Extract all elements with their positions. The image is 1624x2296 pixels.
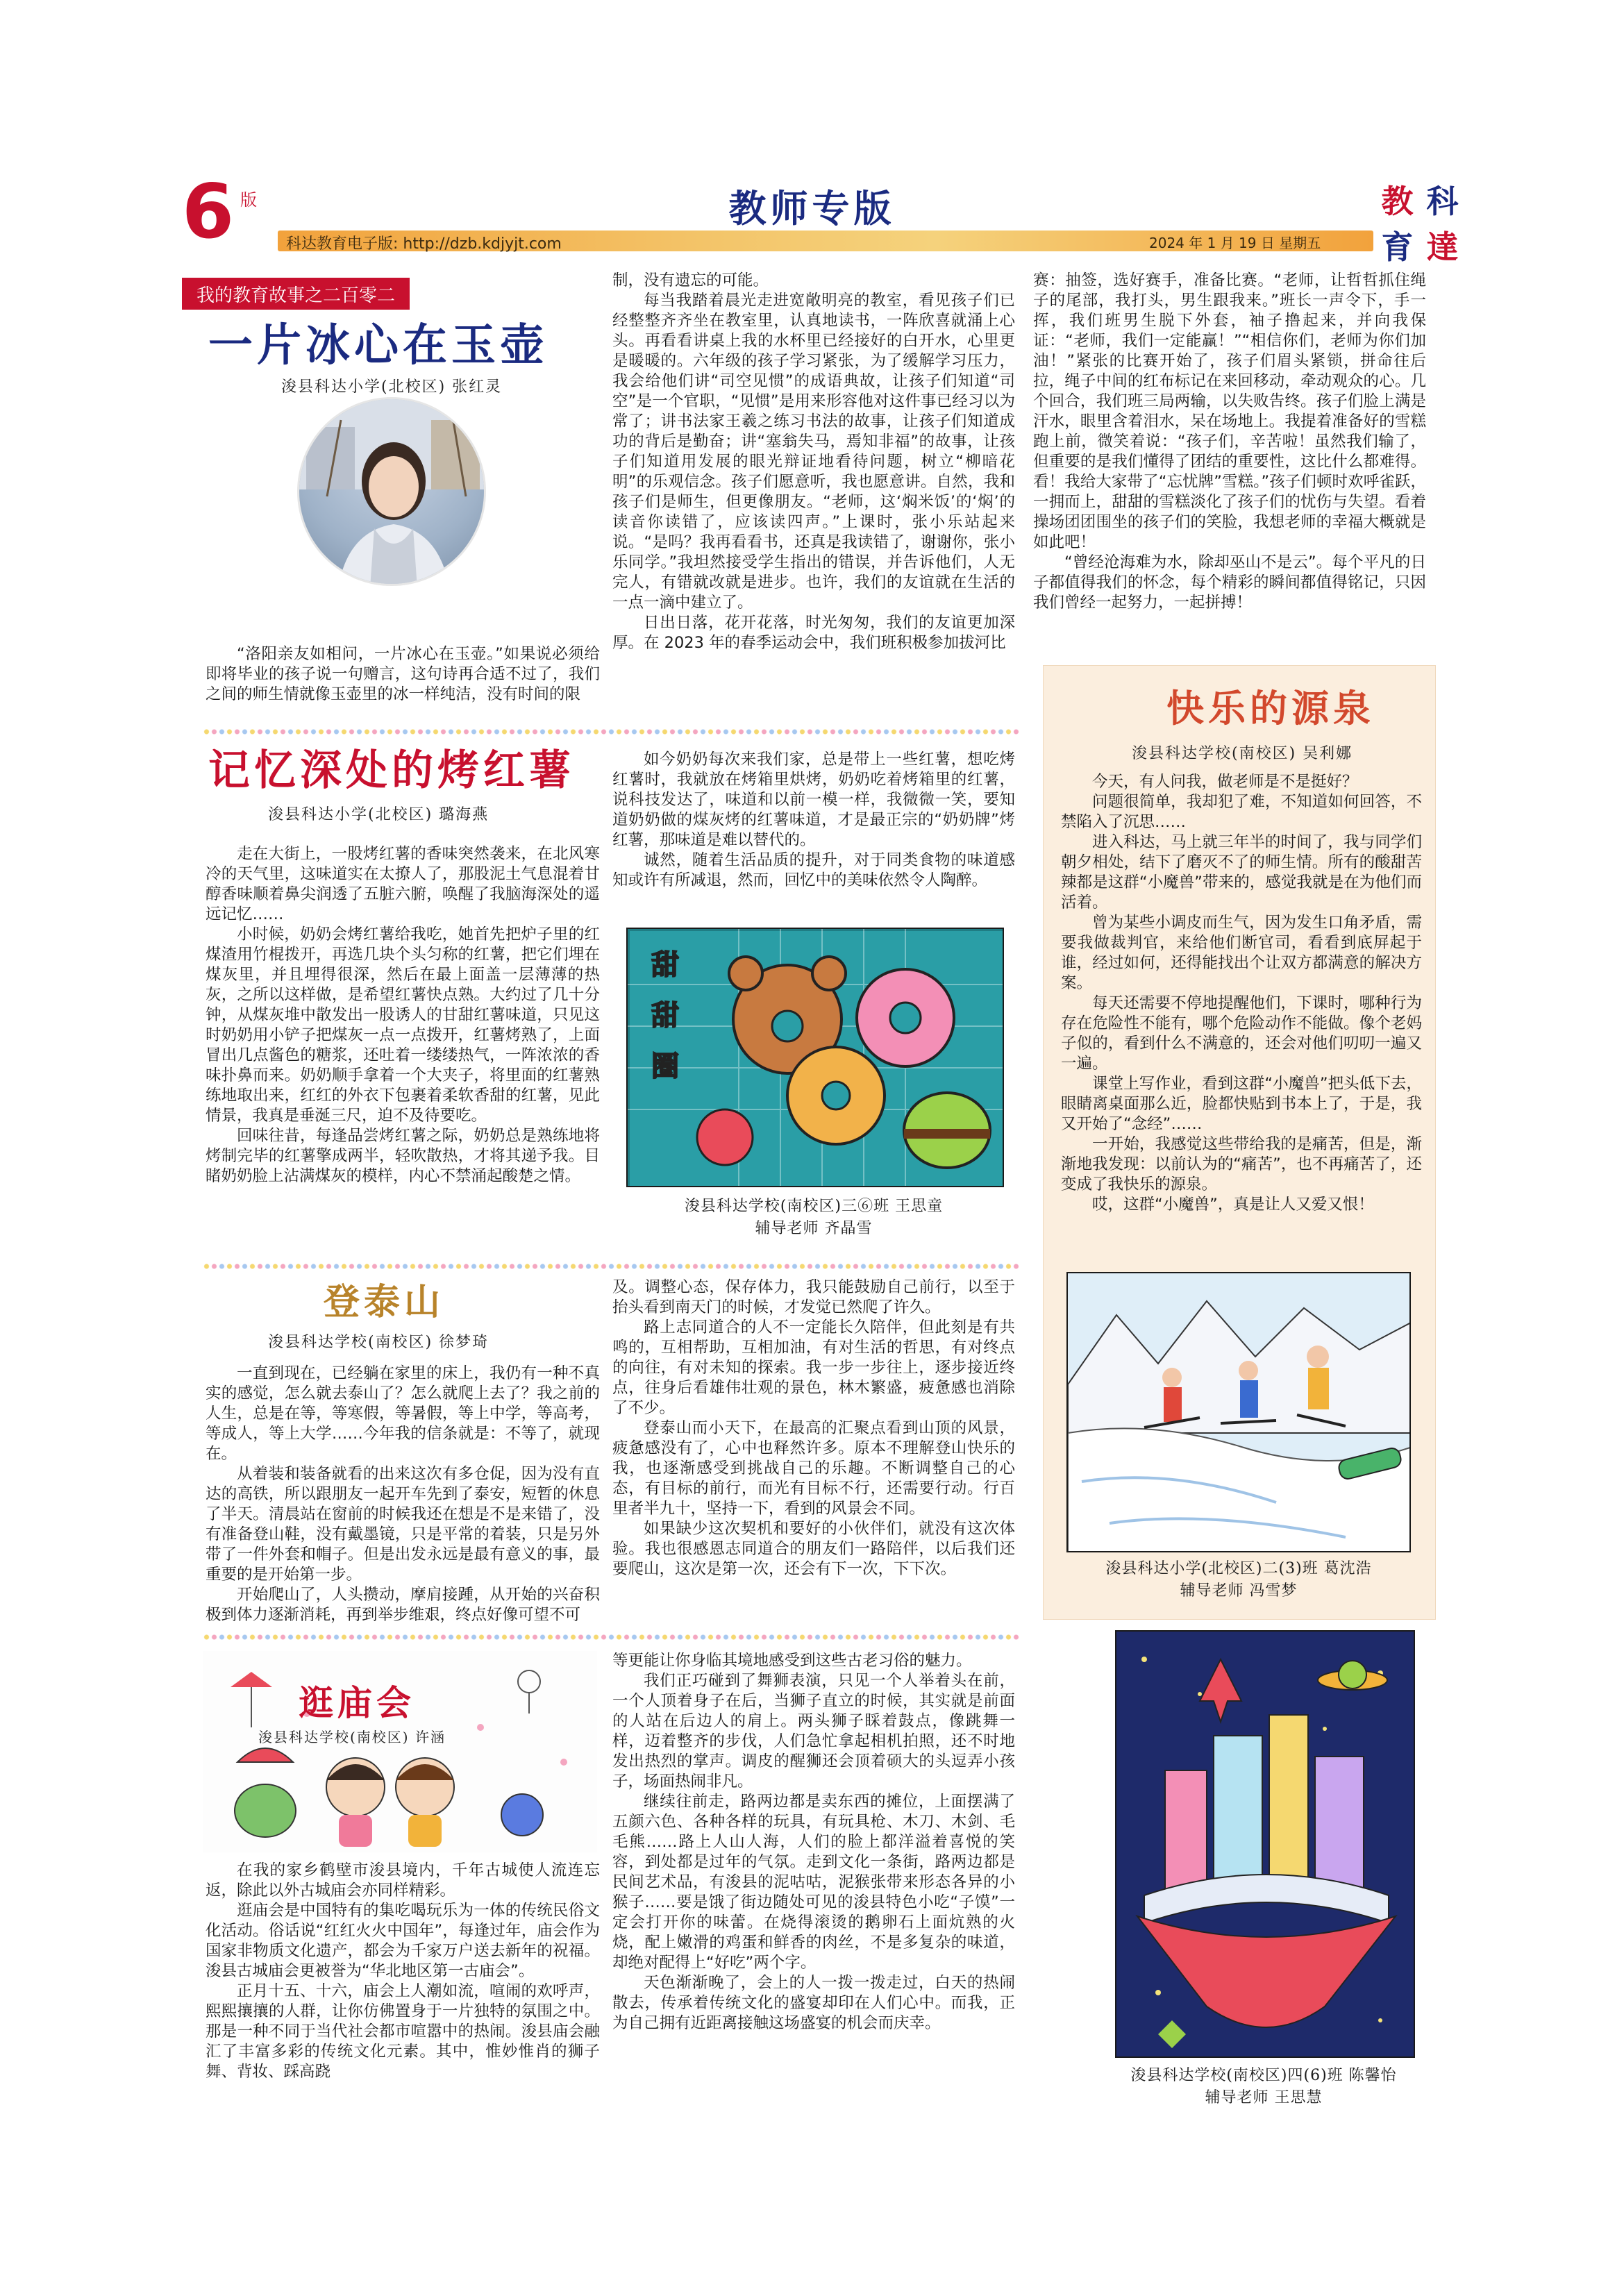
- star-divider: [203, 723, 1021, 735]
- article-byline: 浚县科达学校(南校区) 吴利娜: [1132, 745, 1353, 762]
- paragraph: 走在大街上，一股烤红薯的香味突然袭来，在北风寒冷的天气里，这味道实在太撩人了，那股泥土气息混着甘醇香味顺着鼻尖润透了五脏六腑，唤醒了我脑海深处的遥远记忆……: [206, 845, 600, 923]
- logo-char: 教: [1381, 183, 1414, 220]
- kids-illustration: [203, 1651, 597, 1852]
- caption-student: 浚县科达学校(南校区)四(6)班 陈馨怡: [1130, 2067, 1397, 2084]
- page-number: 6: [182, 169, 235, 255]
- painting-caption: [1048, 1558, 1429, 1602]
- paragraph: 天色渐渐晚了，会上的人一拨一拨走过，白天的热闹散去，传承着传统文化的盛宴却印在人们心中。而我，正为自己拥有近距离接触这场盛宴的机会而庆幸。: [612, 1974, 1015, 2032]
- article-title: 逛庙会: [299, 1683, 415, 1723]
- paragraph: 诚然，随着生活品质的提升，对于同类食物的味道感知或许有所减退，然而，回忆中的美味依然令人陶醉。: [612, 851, 1015, 889]
- logo-char: 育: [1381, 228, 1414, 266]
- article1-column2: [612, 271, 1015, 653]
- paragraph: 制，没有遗忘的可能。: [612, 271, 769, 290]
- paragraph: 回味往昔，每逢品尝烤红薯之际，奶奶总是熟练地将烤制完毕的红薯擎成两半，轻吹散热，才将其递予我。目睹奶奶脸上沾满煤灰的模样，内心不禁涌起酸楚之情。: [206, 1127, 600, 1185]
- caption-teacher: 辅导老师 王思慧: [1205, 2089, 1323, 2106]
- paragraph: 一开始，我感觉这些带给我的是痛苦，但是，渐渐地我发现：以前认为的“痛苦”，也不再痛苦了，还变成了我快乐的源泉。: [1061, 1135, 1422, 1193]
- painting-caption: [612, 1196, 1015, 1240]
- paragraph: 在我的家乡鹤壁市浚县境内，千年古城使人流连忘返，除此以外古城庙会亦同样精彩。: [206, 1861, 600, 1900]
- paragraph: 路上志同道合的人不一定能长久陪伴，但此刻是有共鸣的，互相帮助，互相加油，有对生活的哲思，有对终点的向往，有对未知的探索。我一步一步往上，逐步接近终点，往身后看雄伟壮观的景色，林木繁盛，疲惫感也消除了不少。: [612, 1318, 1015, 1417]
- article1-column1: [206, 644, 600, 705]
- paragraph: “曾经沧海难为水，除却巫山不是云”。每个平凡的日子都值得我们的怀念，每个精彩的瞬间都值得铭记，只因我们曾经一起努力，一起拼搏！: [1033, 553, 1426, 612]
- article-byline: 浚县科达学校(南校区) 许涵: [258, 1729, 446, 1745]
- page-number-suffix: 版: [240, 190, 257, 210]
- star-divider: [203, 1629, 1021, 1640]
- article2-column2: [612, 750, 1015, 891]
- label-char: 圈: [651, 1050, 679, 1082]
- article-byline: 浚县科达小学(北校区) 张红灵: [281, 378, 503, 396]
- article5-column2: [612, 1651, 1015, 2034]
- painting-caption: [1083, 2065, 1444, 2109]
- paragraph: 开始爬山了，人头攒动，摩肩接踵，从开始的兴奋积极到体力逐渐消耗，再到举步维艰，终点好像可望不可: [206, 1586, 600, 1624]
- painting-donuts: [626, 928, 1004, 1187]
- issue-date: 2024 年 1 月 19 日 星期五: [1149, 235, 1321, 251]
- paragraph: 赛：抽签，选好赛手，准备比赛。“老师，让哲哲抓住绳子的尾部，我打头，男生跟我来。”班长一声令下，手一挥，我们班男生脱下外套，袖子撸起来，并向我保证：“老师，我们一定能赢！”“相信你们，老师为你们加油！”紧张的比赛开始了，孩子们眉头紧锁，拼命往后拉，绳子中间的红布标记在来回移动，牵动观众的心。几个回合，我们班三局两输，以失败告终。孩子们脸上满是汗水，眼里含着泪水，呆在场地上。我提着准备好的雪糕跑上前，微笑着说：“孩子们，辛苦啦！虽然我们输了，但重要的是我们懂得了团结的重要性，这比什么都难得。看！我给大家带了“忘忧牌”雪糕。”孩子们顿时欢呼雀跃，一拥而上，甜甜的雪糕淡化了孩子们的忧伤与失望。看着操场团团围坐的孩子们的笑脸，我想老师的幸福大概就是如此吧！: [1033, 271, 1426, 551]
- kedajiaoyu-logo: [1375, 176, 1465, 266]
- paragraph: 课堂上写作业，看到这群“小魔兽”把头低下去，眼睛离桌面那么近，脸都快贴到书本上了，于是，我又开始了“念经”……: [1061, 1075, 1422, 1133]
- paragraph: 今天，有人问我，做老师是不是挺好？: [1092, 773, 1358, 791]
- paragraph: 问题很简单，我却犯了难，不知道如何回答，不禁陷入了沉思……: [1061, 793, 1422, 831]
- painting-skiing: [1066, 1272, 1411, 1552]
- donut-illustration: [628, 929, 1004, 1187]
- paragraph: 每当我踏着晨光走进宽敞明亮的教室，看见孩子们已经整整齐齐坐在教室里，认真地读书，一阵欣喜就涌上心头。再看看讲桌上我的水杯里已经接好的白开水，心里更是暖暖的。六年级的孩子学习紧张，为了缓解学习压力，我会给他们讲“司空见惯”的成语典故，让孩子们知道“司空”是一个官职，“见惯”是用来形容他对这件事已经习以为常了；讲书法家王羲之练习书法的故事，让孩子们知道成功的背后是勤奋；讲“塞翁失马，焉知非福”的故事，让孩子们知道用发展的眼光辩证地看待问题，树立“柳暗花明”的乐观信念。孩子们愿意听，我也愿意讲。自然，我和孩子们是师生，但更像朋友。“老师，这‘焖米饭’的‘焖’的读音你读错了，应该读四声。”上课时，张小乐站起来说。“是吗？我再看看书，还真是我读错了，谢谢你，张小乐同学。”我坦然接受学生指出的错误，并告诉他们，人无完人，有错就改就是进步。也许，我们的友谊就在生活的一点一滴中建立了。: [612, 292, 1015, 612]
- article2-column1: [206, 844, 600, 1187]
- paragraph: 小时候，奶奶会烤红薯给我吃，她首先把炉子里的红煤渣用竹棍拨开，再选几块个头匀称的红薯，把它们埋在煤灰里，并且埋得很深，然后在最上面盖一层薄薄的热灰，之所以这样做，是希望红薯快点熟。大约过了几十分钟，从煤灰堆中散发出一股诱人的甘甜红薯味道，只见这时奶奶用小铲子把煤灰一点一点拨开，红薯烤熟了，上面冒出几点酱色的糖浆，还吐着一缕缕热气，一阵浓浓的香味扑鼻而来。奶奶顺手拿着一个大夹子，将里面的红薯熟练地取出来，红红的外衣下包裹着柔软香甜的红薯，见此情景，我真是垂涎三尺，迫不及待要吃。: [206, 925, 600, 1125]
- caption-student: 浚县科达小学(北校区)二(3)班 葛沈浩: [1105, 1560, 1372, 1577]
- painting-space-city: [1115, 1630, 1415, 2058]
- paragraph: 如今奶奶每次来我们家，总是带上一些红薯，想吃烤红薯时，我就放在烤箱里烘烤，奶奶吃着烤箱里的红薯，说科技发达了，味道和以前一模一样，我微微一笑，要知道奶奶做的煤灰烤的红薯味道，才是最正宗的“奶奶牌”烤红薯，那味道是难以替代的。: [612, 751, 1015, 849]
- paragraph: 逛庙会是中国特有的集吃喝玩乐为一体的传统民俗文化活动。俗话说“红红火火中国年”，每逢过年，庙会作为国家非物质文化遗产，都会为千家万户送去新年的祝福。浚县古城庙会更被誉为“华北地区第一古庙会”。: [206, 1902, 600, 1980]
- label-char: 甜: [651, 949, 679, 981]
- article1-column3: [1033, 271, 1426, 613]
- article4-column1: [206, 1364, 600, 1625]
- temple-fair-header-art: [203, 1651, 597, 1852]
- paragraph: 日出日落，花开花落，时光匆匆，我们的友谊更加深厚。在 2023 年的春季运动会中，我们班积极参加拔河比: [612, 614, 1015, 652]
- article3-body: [1061, 772, 1422, 1215]
- article-byline: 浚县科达学校(南校区) 徐梦琦: [268, 1334, 489, 1351]
- site-url[interactable]: 科达教育电子版: http://dzb.kdjyjt.com: [286, 235, 562, 253]
- paragraph: 一直到现在，已经躺在家里的床上，我仍有一种不真实的感觉，怎么就去泰山了？怎么就爬上去了？我之前的人生，总是在等，等寒假，等暑假，等上中学，等高考，等成人，等上大学……今年我的信条就是：不等了，就现在。: [206, 1364, 600, 1463]
- series-tag: 我的教育故事之二百零二: [182, 278, 410, 310]
- paragraph: 曾为某些小调皮而生气，因为发生口角矛盾，需要我做裁判官，来给他们断官司，看看到底屏起于谁，经过如何，还得能找出个让双方都满意的解决方案。: [1061, 914, 1422, 992]
- paragraph: 继续往前走，路两边都是卖东西的摊位，上面摆满了五颜六色、各种各样的玩具，有玩具枪、木刀、木剑、毛毛熊……路上人山人海，人们的脸上都洋溢着喜悦的笑容，到处都是过年的气氛。走到文化一条街，路两边都是民间艺术品，有浚县的泥咕咕，泥猴张带来形态各异的小猴子……要是饿了街边随处可见的浚县特色小吃“子馍”一定会打开你的味蕾。在烧得滚烫的鹅卵石上面炕熟的火烧，配上嫩滑的鸡蛋和鲜香的肉丝，不是多复杂的味道，却绝对配得上“好吃”两个字。: [612, 1793, 1015, 1972]
- label-char: 甜: [651, 1000, 679, 1032]
- article5-column1: [206, 1861, 600, 2082]
- paragraph: 从着装和装备就看的出来这次有多仓促，因为没有直达的高铁，所以跟朋友一起开车先到了泰安，短暂的休息了半天。清晨站在窗前的时候我还在想是不是来错了，没有准备登山鞋，没有戴墨镜，只是平常的着装，只是另外带了一件外套和帽子。但是出发永远是最有意义的事，最重要的是开始第一步。: [206, 1465, 600, 1584]
- caption-student: 浚县科达学校(南校区)三⑥班 王思童: [684, 1198, 944, 1215]
- page-title: 教师专版: [728, 187, 896, 231]
- article-title: 一片冰心在玉壶: [208, 320, 549, 371]
- article-byline: 浚县科达小学(北校区) 璐海燕: [268, 806, 489, 823]
- caption-teacher: 辅导老师 齐晶雪: [755, 1220, 873, 1237]
- article-title: 快乐的源泉: [1166, 687, 1375, 730]
- paragraph: 如果缺少这次契机和要好的小伙伴们，就没有这次体验。我也很感恩志同道合的朋友们一路陪伴，以后我们还要爬山，这次是第一次，还会有下一次，下下次。: [612, 1520, 1015, 1578]
- author-photo: [297, 397, 486, 586]
- space-city-illustration: [1116, 1632, 1415, 2058]
- article4-column2: [612, 1277, 1015, 1579]
- paragraph: 登泰山而小天下，在最高的汇聚点看到山顶的风景，疲惫感没有了，心中也释然许多。原本不理解登山快乐的我，也逐渐感受到挑战自己的乐趣。不断调整自己的心态，有目标的前行，而光有目标不行，还需要行动。行百里者半九十，坚持一下，看到的风景会不同。: [612, 1419, 1015, 1518]
- painting-label: [651, 943, 679, 1084]
- caption-teacher: 辅导老师 冯雪梦: [1180, 1582, 1298, 1600]
- paragraph: “洛阳亲友如相问，一片冰心在玉壶。”如果说必须给即将毕业的孩子说一句赠言，这句诗再合适不过了，我们之间的师生情就像玉壶里的冰一样纯洁，没有时间的限: [206, 645, 600, 703]
- paragraph: 等更能让你身临其境地感受到这些古老习俗的魅力。: [612, 1652, 972, 1670]
- paragraph: 正月十五、十六，庙会上人潮如流，喧闹的欢呼声，熙熙攘攘的人群，让你仿佛置身于一片独特的氛围之中。那是一种不同于当代社会都市喧嚣中的热闹。浚县庙会融汇了丰富多彩的传统文化元素。其中，惟妙惟肖的狮子舞、背妆、踩高跷: [206, 1982, 600, 2081]
- article-title: 登泰山: [324, 1282, 445, 1323]
- paragraph: 我们正巧碰到了舞狮表演，只见一个人举着头在前，一个人顶着身子在后，当狮子直立的时候，其实就是前面的人站在后边人的肩上。两头狮子睬着鼓点，像跳舞一样，迈着整齐的步伐，人们急忙拿起相机拍照，还不时地发出热烈的掌声。调皮的醒狮还会顶着硕大的头逗弄小孩子，场面热闹非凡。: [612, 1672, 1015, 1791]
- paragraph: 进入科达，马上就三年半的时间了，我与同学们朝夕相处，结下了磨灭不了的师生情。所有的酸甜苦辣都是这群“小魔兽”带来的，感觉我就是在为他们而活着。: [1061, 833, 1422, 912]
- star-divider: [203, 1258, 1021, 1269]
- article-title: 记忆深处的烤红薯: [208, 746, 575, 795]
- logo-char: 科: [1426, 183, 1459, 220]
- paragraph: 每天还需要不停地提醒他们，下课时，哪种行为存在危险性不能有，哪个危险动作不能做。像个老妈子似的，看到什么不满意的，还会对他们叨叨一遍又一遍。: [1061, 994, 1422, 1073]
- paragraph: 哎，这群“小魔兽”，真是让人又爱又恨！: [1092, 1196, 1374, 1214]
- portrait-illustration: [299, 399, 486, 586]
- skiing-illustration: [1068, 1273, 1411, 1552]
- logo-char: 達: [1426, 228, 1459, 266]
- paragraph: 及。调整心态，保存体力，我只能鼓励自己前行，以至于抬头看到南天门的时候，才发觉已然爬了许久。: [612, 1278, 1015, 1316]
